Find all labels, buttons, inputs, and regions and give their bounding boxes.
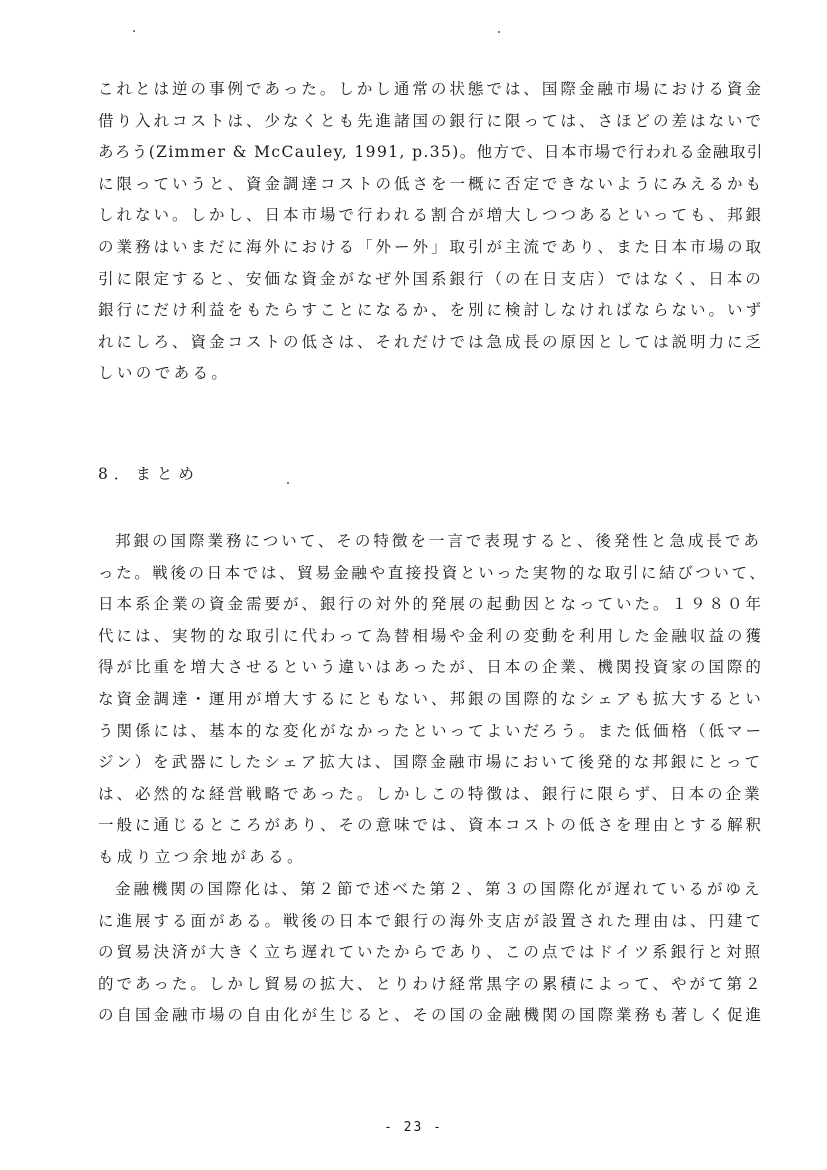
text-line: これとは逆の事例であった。しかし通常の状態では、国際金融市場における資金 <box>98 80 764 98</box>
paragraph-1 <box>98 74 768 390</box>
text-line: に限っていうと、資金調達コストの低さを一概に否定できないようにみえるかも <box>98 174 765 193</box>
text-line: な資金調達・運用が増大するにともない、邦銀の国際的なシェアも拡大するとい <box>98 689 764 708</box>
text-line: 銀行にだけ利益をもたらすことになるか、を別に検討しなければならない。いず <box>98 301 765 320</box>
text-line: の自国金融市場の自由化が生じると、その国の金融機関の国際業務も著しく促進 <box>98 1006 765 1025</box>
scan-speck <box>287 482 289 484</box>
paragraph-3 <box>98 874 768 1032</box>
text-line: 日本系企業の資金需要が、銀行の対外的発展の起動因となっていた。１９８０年 <box>98 595 765 614</box>
text-line: う関係には、基本的な変化がなかったといってよいだろう。また低価格（低マー <box>98 721 765 740</box>
text-line: しれない。しかし、日本市場で行われる割合が増大しつつあるといっても、邦銀 <box>98 206 765 225</box>
text-line: の貿易決済が大きく立ち遅れていたからであり、この点ではドイツ系銀行と対照 <box>98 943 764 962</box>
text-line: れにしろ、資金コストの低さは、それだけでは急成長の原因としては説明力に乏 <box>98 332 765 351</box>
text-line: の業務はいまだに海外における「外ー外」取引が主流であり、また日本市場の取 <box>98 237 765 256</box>
text-line: 的であった。しかし貿易の拡大、とりわけ経常黒字の累積によって、やがて第２ <box>98 974 764 993</box>
section-heading: 8．まとめ <box>98 465 200 483</box>
text-line: 一般に通じるところがあり、その意味では、資本コストの低さを理由とする解釈 <box>98 816 765 835</box>
text-line: に進展する面がある。戦後の日本で銀行の海外支店が設置された理由は、円建て <box>98 911 765 930</box>
text-line: も成り立つ余地がある。 <box>98 847 306 866</box>
page-number: - 23 - <box>384 1120 443 1135</box>
paragraph-2 <box>98 526 768 874</box>
text-line: 代には、実物的な取引に代わって為替相場や金利の変動を利用した金融収益の獲 <box>98 626 764 645</box>
text-line: 得が比重を増大させるという違いはあったが、日本の企業、機関投資家の国際的 <box>98 658 764 677</box>
text-line: 引に限定すると、安価な資金がなぜ外国系銀行（の在日支店）ではなく、日本の <box>98 269 764 288</box>
text-line: 金融機関の国際化は、第２節で述べた第２、第３の国際化が遅れているがゆえ <box>115 880 763 898</box>
text-line: った。戦後の日本では、貿易金融や直接投資といった実物的な取引に結びついて、 <box>98 563 768 582</box>
text-line: しいのである。 <box>98 364 231 383</box>
text-line: は、必然的な経営戦略であった。しかしこの特徴は、銀行に限らず、日本の企業 <box>98 784 763 803</box>
text-line: ジン）を武器にしたシェア拡大は、国際金融市場において後発的な邦銀にとって <box>98 753 763 772</box>
text-line: 借り入れコストは、少なくとも先進諸国の銀行に限っては、さほどの差はないで <box>98 111 765 130</box>
scan-speck <box>498 31 500 33</box>
scan-speck <box>133 30 135 32</box>
text-line: あろう(Zimmer & McCauley, 1991, p.35)。他方で、日本市場で行われる金融取引 <box>98 143 764 162</box>
text-line: 邦銀の国際業務について、その特徴を一言で表現すると、後発性と急成長であ <box>115 532 762 550</box>
